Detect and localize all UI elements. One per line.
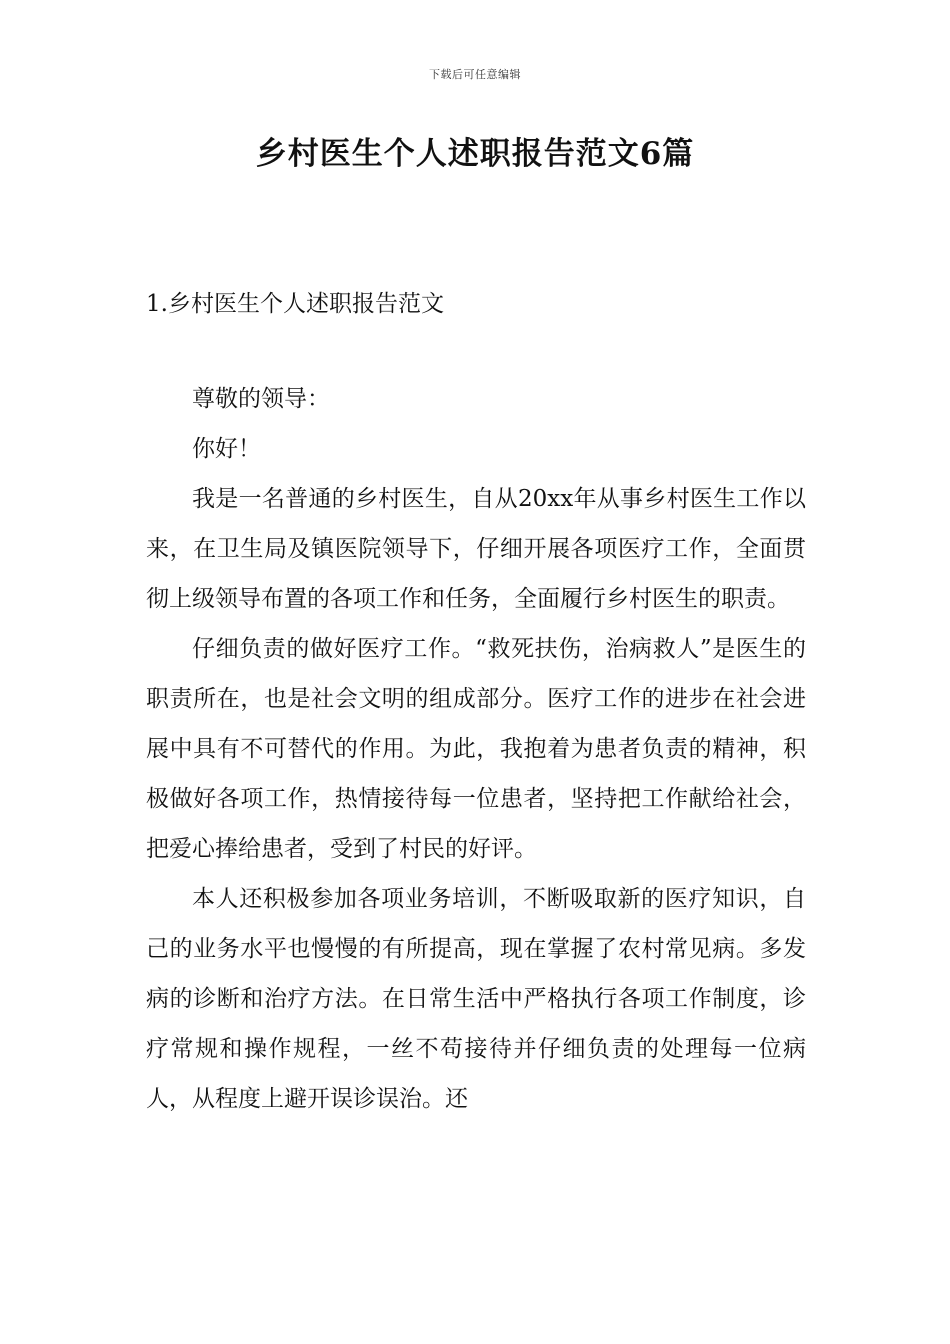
salutation: 尊敬的领导： [192, 386, 330, 412]
greeting: 你好！ [192, 436, 261, 462]
body-paragraph: 我是一名普通的乡村医生，自从20xx年从事乡村医生工作以来，在卫生局及镇医院领导下，仔细开展各项医疗工作，全面贯彻上级领导布置的各项工作和任务，全面履行乡村医生的职责。 [146, 486, 806, 612]
document-title: 乡村医生个人述职报告范文6篇 [255, 136, 695, 172]
header-note: 下载后可任意编辑 [429, 68, 521, 81]
body-paragraph: 本人还积极参加各项业务培训，不断吸取新的医疗知识，自己的业务水平也慢慢的有所提高，现在掌握了农村常见病。多发病的诊断和治疗方法。在日常生活中严格执行各项工作制度，诊疗常规和操作规程，一丝不苟接待并仔细负责的处理每一位病人，从程度上避开误诊误治。还 [146, 886, 806, 1112]
section-heading: 1.乡村医生个人述职报告范文 [146, 291, 444, 317]
body-paragraph: 仔细负责的做好医疗工作。“救死扶伤，治病救人”是医生的职责所在，也是社会文明的组成部分。医疗工作的进步在社会进展中具有不可替代的作用。为此，我抱着为患者负责的精神，积极做好各项工作，热情接待每一位患者，坚持把工作献给社会，把爱心捧给患者，受到了村民的好评。 [146, 636, 806, 862]
document-body [146, 374, 806, 1124]
